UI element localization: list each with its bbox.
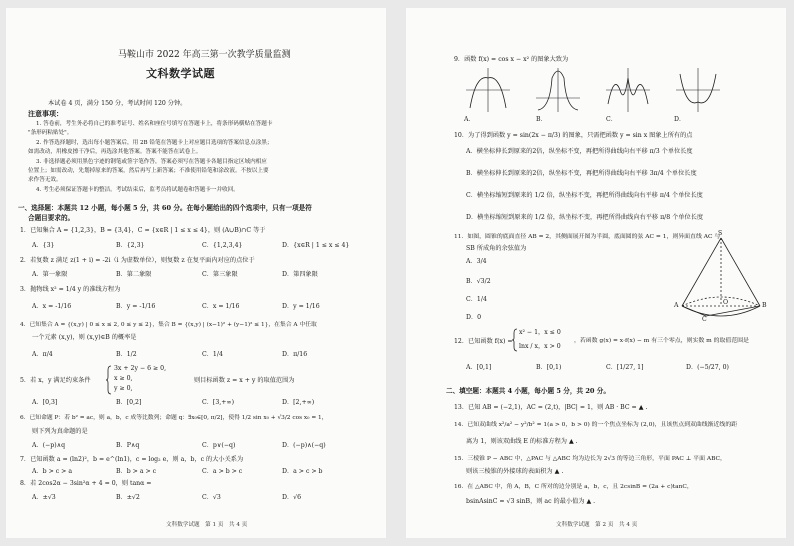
q3-option-d: D．y = 1/16 bbox=[282, 303, 320, 310]
question-4-cont: 一个元素 (x,y)，则 (x,y)∈B 的概率是 bbox=[32, 334, 137, 341]
question-6: 6．已知命题 P：若 b² = ac，则 a，b，c 成等比数列；命题 q：∃x₀∈[0, π/2]，使得 1/2 sin x₀ + √3/2 cos x₀ = 1， bbox=[20, 415, 328, 421]
question-10: 10．为了得到函数 y = sin(2x − π/3) 的图象，只需把函数 y = sin x 图象上所有的点 bbox=[454, 132, 693, 139]
q3-option-a: A．x = -1/16 bbox=[32, 303, 72, 310]
q12-option-b: B．[0,1) bbox=[536, 364, 562, 371]
q9-option-c: C． bbox=[606, 116, 617, 123]
q3-option-c: C．x = 1/16 bbox=[202, 303, 240, 310]
q4-option-d: D．π/16 bbox=[282, 351, 308, 358]
q4-option-b: B．1/2 bbox=[116, 351, 137, 358]
cone-label-a: A bbox=[674, 302, 679, 309]
q8-option-b: B．±√2 bbox=[116, 494, 140, 501]
exam-title: 文科数学试题 bbox=[146, 67, 215, 80]
cone-figure bbox=[676, 236, 766, 326]
question-3: 3．抛物线 x² = 1/4 y 的准线方程为 bbox=[20, 286, 121, 293]
q7-option-a: A．b > c > a bbox=[32, 468, 73, 475]
question-13: 13．已知 AB = (−2,1)，AC = (2,t)，|BC| = 1，则 AB · BC = ▲ . bbox=[454, 404, 648, 411]
question-14-cont: 离为 1，则该双曲线 E 的标准方程为 ▲ . bbox=[466, 438, 578, 445]
question-8: 8．若 2cos2α − 3sin²α + 4 = 0，则 tanα = bbox=[20, 480, 152, 487]
q2-option-c: C．第三象限 bbox=[202, 271, 238, 278]
exam-page-1 bbox=[6, 8, 386, 538]
section-1-heading-cont: 合题目要求的。 bbox=[28, 214, 75, 222]
q5-constraint-1: 3x + 2y − 6 ≥ 0, bbox=[114, 365, 167, 372]
page-footer: 文科数学试题 第 1 页 共 4 页 bbox=[166, 522, 248, 528]
q3-option-b: B．y = -1/16 bbox=[116, 303, 156, 310]
q6-option-c: C．p∨(−q) bbox=[202, 442, 236, 449]
q6-option-b: B．P∧q bbox=[116, 442, 140, 449]
brace-icon bbox=[106, 365, 112, 395]
q9-option-d: D． bbox=[674, 116, 686, 123]
question-5: 5．若 x，y 满足约束条件 bbox=[20, 377, 91, 384]
q11-option-d: D．0 bbox=[466, 314, 482, 321]
question-9: 9．函数 f(x) = cos x − x² 的图象大致为 bbox=[454, 56, 569, 63]
note-1-cont: "条形码粘贴处"。 bbox=[28, 130, 73, 136]
q1-option-d: D．{x∈R | 1 ≤ x ≤ 4} bbox=[282, 242, 350, 249]
question-14: 14．已知双曲线 x²/a² − y²/b² = 1(a > 0，b > 0) 的一个焦点坐标为 (2,0)，且该焦点到双曲线渐近线的距 bbox=[454, 422, 738, 428]
q5-option-d: D．[2,+∞) bbox=[282, 399, 315, 406]
q12-piece-2: lnx / x，x > 0 bbox=[519, 343, 561, 350]
q8-option-c: C．√3 bbox=[202, 494, 221, 501]
question-16: 16．在 △ABC 中，角 A，B，C 所对的边分别是 a，b，c，且 2csinB = (2a + c)tanC， bbox=[454, 484, 693, 490]
q2-option-d: D．第四象限 bbox=[282, 271, 318, 278]
cone-label-b: B bbox=[762, 302, 767, 309]
question-11-cont: SB 所成角的余弦值为 bbox=[466, 245, 527, 252]
note-3-cont2: 求作答无效。 bbox=[28, 177, 62, 183]
q6-option-d: D．(−p)∧(−q) bbox=[282, 442, 326, 449]
q5-constraint-3: y ≥ 0, bbox=[114, 385, 133, 392]
exam-page-2 bbox=[406, 8, 786, 538]
note-2: 2. 作答选择题时，选出每小题答案后，用 2B 铅笔在答题卡上对应题目选项的答案信息点涂黑； bbox=[36, 140, 273, 146]
question-6-cont: 则下列为真命题的是 bbox=[32, 428, 88, 435]
graph-a-icon bbox=[466, 68, 510, 112]
question-4: 4．已知集合 A = {(x,y) | 0 ≤ x ≤ 2, 0 ≤ y ≤ 2}，集合 B = {(x,y) | (x−1)² + (y−1)² ≤ 1}，在集合 A 中任取 bbox=[20, 322, 317, 328]
exam-info: 本试卷 4 页，满分 150 分，考试时间 120 分钟。 bbox=[48, 100, 187, 107]
q12-piece-1: x² − 1，x ≤ 0 bbox=[519, 329, 561, 336]
question-2: 2．若复数 z 满足 z(1 + i) = -2i（i 为虚数单位），则复数 z 在复平面内对应的点位于 bbox=[20, 257, 255, 264]
q11-option-b: B．√3/2 bbox=[466, 278, 491, 285]
cone-label-o: O bbox=[723, 299, 729, 306]
q12-option-d: D．(−5/27, 0) bbox=[686, 364, 729, 371]
q4-option-a: A．π/4 bbox=[32, 351, 53, 358]
notes-heading: 注意事项： bbox=[28, 109, 63, 118]
q10-option-b: B．横坐标伸长到原来的2倍，纵坐标不变，再把所得曲线向右平移 3π/4 个单位长度 bbox=[466, 170, 697, 177]
graph-b-icon bbox=[536, 68, 580, 112]
q9-option-b: B． bbox=[536, 116, 547, 123]
question-5-cont: 则目标函数 z = x + y 的取值范围为 bbox=[194, 377, 295, 384]
brace-icon bbox=[512, 328, 518, 352]
note-3-cont: 位置上；如需改动，先划掉原来的答案，然后再写上新答案；不准使用铅笔和涂改液。不按以上要 bbox=[28, 168, 269, 174]
q10-option-a: A．横坐标伸长到原来的2倍，纵坐标不变，再把所得曲线向右平移 π/3 个单位长度 bbox=[466, 148, 693, 155]
question-1: 1．已知集合 A = {1,2,3}，B = {3,4}，C = {x∈R | 1 ≤ x ≤ 4}，则 (A∪B)∩C 等于 bbox=[20, 227, 266, 234]
q6-option-a: A．(−p)∧q bbox=[32, 442, 66, 449]
note-3: 3. 非选择题必须用黑色字迹的钢笔或签字笔作答，答案必须写在答题卡各题目指定区域内相应 bbox=[36, 159, 267, 165]
q1-option-a: A．{3} bbox=[32, 242, 55, 249]
section-2-heading: 二、填空题：本题共 4 小题，每小题 5 分，共 20 分。 bbox=[446, 387, 610, 395]
q5-option-b: B．[0,2] bbox=[116, 399, 142, 406]
question-16-cont: bsinAsinC = √3 sinB，则 ac 的最小值为 ▲ . bbox=[466, 498, 596, 505]
q11-option-a: A．3/4 bbox=[466, 258, 487, 265]
q5-constraint-2: x ≥ 0, bbox=[114, 375, 133, 382]
q7-option-d: D．a > c > b bbox=[282, 468, 323, 475]
q5-option-c: C．[3,+∞) bbox=[202, 399, 234, 406]
q10-option-c: C．横坐标缩短到原来的 1/2 倍，纵坐标不变，再把所得曲线向右平移 π/4 个单位长度 bbox=[466, 192, 703, 199]
q1-option-c: C．{1,2,3,4} bbox=[202, 242, 243, 249]
graph-d-icon bbox=[676, 68, 720, 112]
q1-option-b: B．{2,3} bbox=[116, 242, 145, 249]
graph-c-icon bbox=[606, 68, 650, 112]
note-1: 1. 答卷前，考生务必将自己的准考证号、姓名和座位号填写在答题卡上，将条形码横贴在答题卡 bbox=[36, 121, 273, 127]
exam-subtitle: 马鞍山市 2022 年高三第一次教学质量监测 bbox=[118, 50, 291, 60]
note-4: 4. 考生必须保证答题卡的整洁。考试结束后，监考员将试题卷和答题卡一并收回。 bbox=[36, 187, 239, 193]
question-12-cont: ，若函数 g(x) = x·f(x) − m 有三个零点，则实数 m 的取值范围是 bbox=[574, 338, 749, 344]
q2-option-a: A．第一象限 bbox=[32, 271, 68, 278]
q5-option-a: A．[0,3] bbox=[32, 399, 58, 406]
q9-option-a: A． bbox=[464, 116, 475, 123]
question-11: 11．如图，圆锥的底面直径 AB = 2，其侧面展开图为半圆，底面圆的弦 AC = 1，则异面直线 AC 与 bbox=[454, 234, 721, 240]
q2-option-b: B．第二象限 bbox=[116, 271, 152, 278]
note-2-cont: 如需改动，用橡皮擦干净后，再选涂其他答案。答案不能答在试卷上。 bbox=[28, 149, 202, 155]
cone-label-c: C bbox=[702, 316, 707, 323]
question-12: 12．已知函数 f(x) = bbox=[454, 338, 513, 345]
q7-option-b: B．b > a > c bbox=[116, 468, 157, 475]
question-7: 7．已知函数 a = (ln2)²，b = e^(ln1)，c = log₂ e，则 a，b，c 的大小关系为 bbox=[20, 456, 244, 463]
q8-option-a: A．±√3 bbox=[32, 494, 56, 501]
cone-label-s: S bbox=[718, 230, 723, 237]
q12-option-c: C．[1/27, 1] bbox=[606, 364, 644, 371]
q10-option-d: D．横坐标缩短到原来的 1/2 倍，纵坐标不变，再把所得曲线向右平移 π/8 个单位长度 bbox=[466, 214, 704, 221]
section-1-heading: 一、选择题：本题共 12 小题，每小题 5 分，共 60 分。在每小题给出的四个选项中，只有一项是符 bbox=[18, 204, 312, 212]
q8-option-d: D．√6 bbox=[282, 494, 302, 501]
page-footer: 文科数学试题 第 2 页 共 4 页 bbox=[556, 522, 638, 528]
q7-option-c: C．a > b > c bbox=[202, 468, 243, 475]
q11-option-c: C．1/4 bbox=[466, 296, 487, 303]
question-15-cont: 则该三棱锥的外接球的表面积为 ▲ . bbox=[466, 468, 564, 475]
q12-option-a: A．[0,1] bbox=[466, 364, 492, 371]
q4-option-c: C．1/4 bbox=[202, 351, 223, 358]
question-15: 15．三棱锥 P − ABC 中，△PAC 与 △ABC 均为边长为 2√3 的等边三角形，平面 PAC ⊥ 平面 ABC， bbox=[454, 456, 726, 462]
